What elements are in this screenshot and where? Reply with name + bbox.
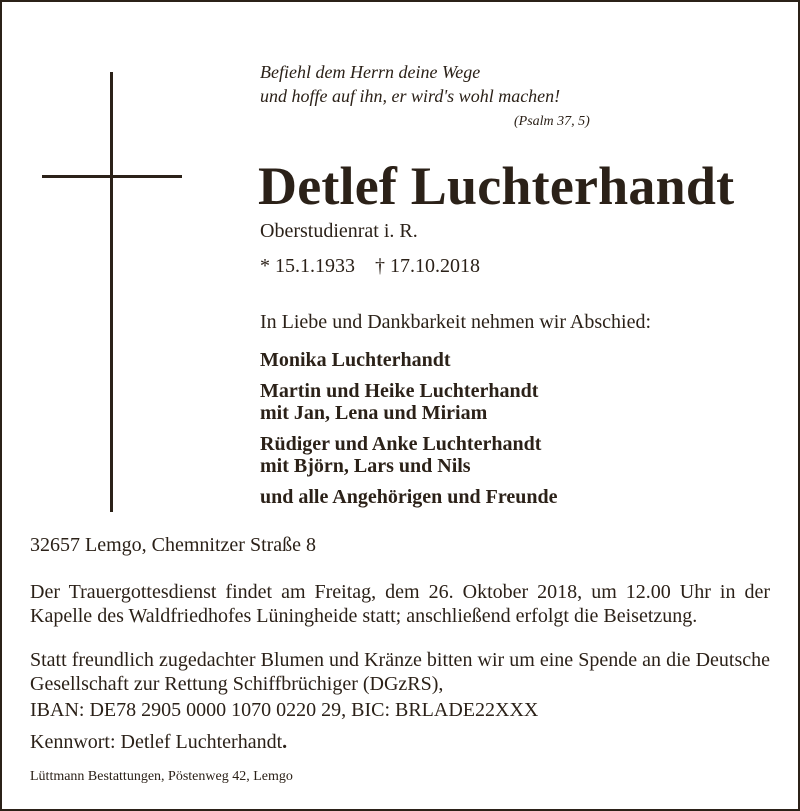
funeral-service-info: Der Trauergottesdienst findet am Freitag, dem 26. Oktober 2018, um 12.00 Uhr in der Kapelle des Waldfriedhofes Lüningheide statt; anschließend erfolgt die Beisetzung. (30, 581, 770, 627)
funeral-home-footer: Lüttmann Bestattungen, Pöstenweg 42, Lemgo (30, 769, 293, 784)
keyword-period: . (282, 731, 288, 753)
donation-request: Statt freundlich zugedachter Blumen und Kränze bitten wir um eine Spende an die Deutsche Gesellschaft zur Rettung Schiffbrüchiger (DGzRS), (30, 649, 770, 695)
deceased-title: Oberstudienrat i. R. (260, 220, 418, 242)
life-dates (260, 255, 500, 278)
death-date: † 17.10.2018 (375, 255, 480, 277)
keyword-text: Kennwort: Detlef Luchterhandt (30, 731, 283, 753)
psalm-line-2: und hoffe auf ihn, er wird's wohl machen! (260, 86, 561, 106)
mourner-line: mit Jan, Lena und Miriam (260, 402, 488, 424)
bank-details: IBAN: DE78 2905 0000 1070 0220 29, BIC: BRLADE22XXX (30, 699, 539, 721)
donation-keyword (30, 731, 287, 754)
mourner-group (260, 433, 557, 477)
mourners-list (260, 349, 557, 517)
family-address: 32657 Lemgo, Chemnitzer Straße 8 (30, 534, 317, 556)
cross-vertical-bar (110, 72, 113, 512)
psalm-quote (260, 60, 560, 108)
mourner-group (260, 486, 557, 508)
birth-date: * 15.1.1933 (260, 255, 355, 277)
mourner-line: und alle Angehörigen und Freunde (260, 486, 558, 508)
mourner-group (260, 380, 557, 424)
mourner-group (260, 349, 557, 371)
deceased-name: Detlef Luchterhandt (258, 156, 735, 216)
psalm-reference: (Psalm 37, 5) (514, 114, 590, 129)
mourner-line: mit Björn, Lars und Nils (260, 455, 471, 477)
mourner-line: Monika Luchterhandt (260, 349, 451, 371)
mourner-line: Rüdiger und Anke Luchterhandt (260, 433, 542, 455)
farewell-line: In Liebe und Dankbarkeit nehmen wir Abschied: (260, 311, 651, 333)
psalm-line-1: Befiehl dem Herrn deine Wege (260, 62, 481, 82)
mourner-line: Martin und Heike Luchterhandt (260, 380, 539, 402)
cross-horizontal-bar (42, 175, 182, 178)
